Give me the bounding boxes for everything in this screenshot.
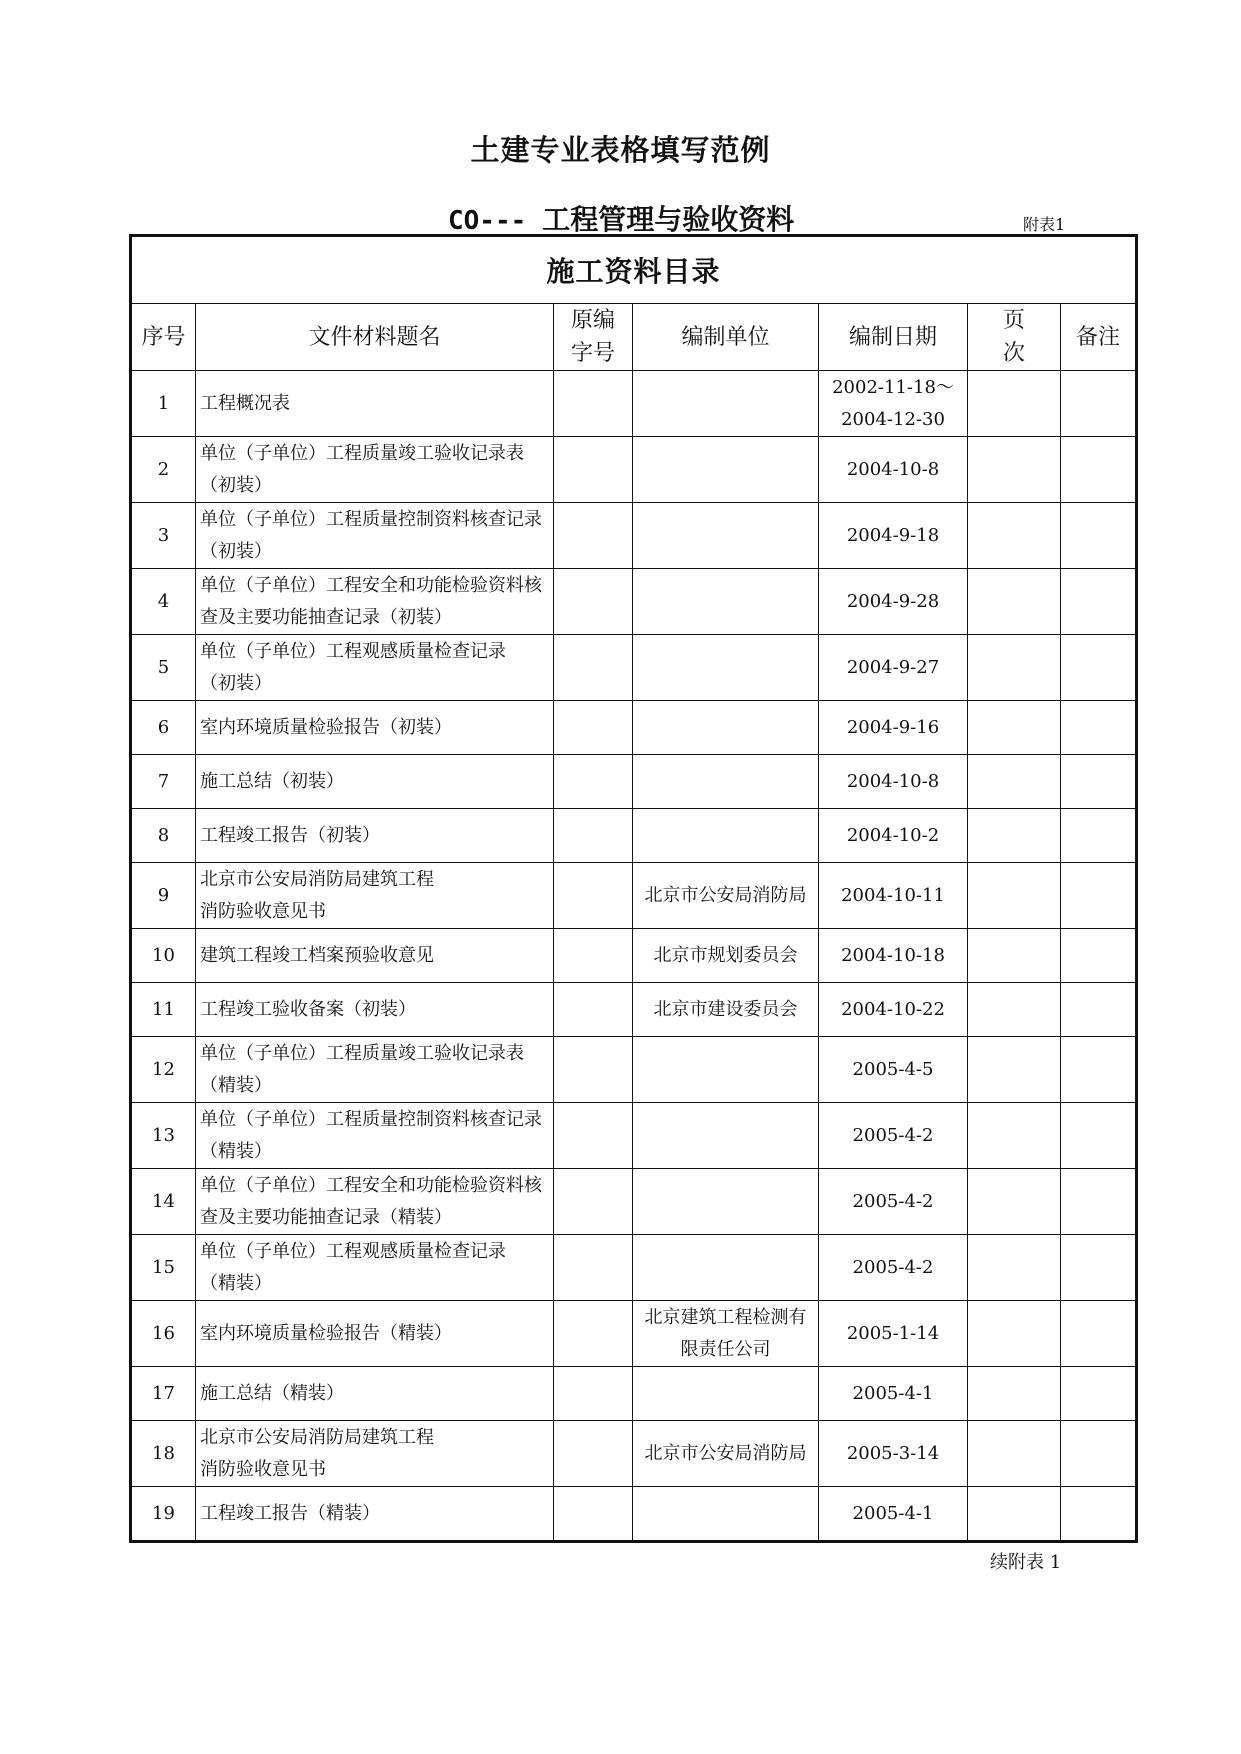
cell-unit: 北京建筑工程检测有 限责任公司 <box>633 1301 819 1367</box>
cell-no: 13 <box>131 1103 196 1169</box>
cell-remark <box>1061 1487 1137 1542</box>
continued-label: 续附表 1 <box>990 1552 1062 1573</box>
cell-no: 8 <box>131 809 196 863</box>
table-row <box>131 1103 1137 1169</box>
cell-title: 单位（子单位）工程安全和功能检验资料核 查及主要功能抽查记录（精装） <box>196 1169 554 1235</box>
cell-date: 2004-10-18 <box>819 929 968 983</box>
cell-date: 2005-3-14 <box>819 1421 968 1487</box>
cell-date: 2004-10-22 <box>819 983 968 1037</box>
cell-unit <box>633 1169 819 1235</box>
cell-no: 12 <box>131 1037 196 1103</box>
table-row <box>131 1367 1137 1421</box>
table-row <box>131 503 1137 569</box>
section-name: 工程管理与验收资料 <box>542 203 795 236</box>
cell-remark <box>1061 1169 1137 1235</box>
cell-date: 2004-10-11 <box>819 863 968 929</box>
cell-no: 18 <box>131 1421 196 1487</box>
cell-remark <box>1061 983 1137 1037</box>
cell-page <box>968 371 1061 437</box>
cell-page <box>968 569 1061 635</box>
cell-page <box>968 437 1061 503</box>
column-header-remark: 备注 <box>1061 304 1137 371</box>
cell-date: 2005-4-1 <box>819 1487 968 1542</box>
cell-unit: 北京市规划委员会 <box>633 929 819 983</box>
cell-no: 10 <box>131 929 196 983</box>
cell-date: 2005-1-14 <box>819 1301 968 1367</box>
cell-remark <box>1061 1301 1137 1367</box>
cell-remark <box>1061 1235 1137 1301</box>
cell-date: 2004-9-18 <box>819 503 968 569</box>
cell-orig-no <box>554 701 633 755</box>
cell-page <box>968 809 1061 863</box>
cell-orig-no <box>554 1235 633 1301</box>
cell-remark <box>1061 635 1137 701</box>
cell-orig-no <box>554 1301 633 1367</box>
cell-title: 北京市公安局消防局建筑工程 消防验收意见书 <box>196 1421 554 1487</box>
cell-date: 2004-10-8 <box>819 755 968 809</box>
cell-title: 施工总结（精装） <box>196 1367 554 1421</box>
cell-title: 单位（子单位）工程观感质量检查记录 （精装） <box>196 1235 554 1301</box>
cell-title: 室内环境质量检验报告（精装） <box>196 1301 554 1367</box>
cell-page <box>968 1301 1061 1367</box>
cell-remark <box>1061 755 1137 809</box>
cell-orig-no <box>554 1421 633 1487</box>
cell-page <box>968 863 1061 929</box>
cell-remark <box>1061 437 1137 503</box>
cell-title: 单位（子单位）工程质量控制资料核查记录 （初装） <box>196 503 554 569</box>
table-row <box>131 929 1137 983</box>
cell-page <box>968 755 1061 809</box>
cell-title: 北京市公安局消防局建筑工程 消防验收意见书 <box>196 863 554 929</box>
cell-title: 工程竣工报告（精装） <box>196 1487 554 1542</box>
table-row <box>131 635 1137 701</box>
cell-remark <box>1061 371 1137 437</box>
table-row <box>131 1487 1137 1542</box>
cell-date: 2005-4-5 <box>819 1037 968 1103</box>
cell-date: 2004-10-2 <box>819 809 968 863</box>
cell-title: 单位（子单位）工程观感质量检查记录 （初装） <box>196 635 554 701</box>
cell-no: 5 <box>131 635 196 701</box>
column-header-date: 编制日期 <box>819 304 968 371</box>
cell-date: 2005-4-1 <box>819 1367 968 1421</box>
document-title: 土建专业表格填写范例 <box>470 133 771 167</box>
cell-title: 单位（子单位）工程质量竣工验收记录表 （初装） <box>196 437 554 503</box>
cell-orig-no <box>554 863 633 929</box>
table-row <box>131 983 1137 1037</box>
cell-orig-no <box>554 1367 633 1421</box>
cell-page <box>968 1037 1061 1103</box>
cell-no: 16 <box>131 1301 196 1367</box>
cell-date: 2004-9-27 <box>819 635 968 701</box>
cell-title: 工程竣工报告（初装） <box>196 809 554 863</box>
attachment-label: 附表1 <box>1023 215 1066 234</box>
cell-unit <box>633 1235 819 1301</box>
cell-title: 单位（子单位）工程质量竣工验收记录表 （精装） <box>196 1037 554 1103</box>
section-code: CO--- <box>448 206 527 236</box>
cell-date: 2004-9-16 <box>819 701 968 755</box>
cell-unit <box>633 809 819 863</box>
cell-title: 单位（子单位）工程安全和功能检验资料核 查及主要功能抽查记录（初装） <box>196 569 554 635</box>
cell-date: 2004-9-28 <box>819 569 968 635</box>
cell-unit <box>633 1487 819 1542</box>
cell-remark <box>1061 863 1137 929</box>
cell-date: 2002-11-18～ 2004-12-30 <box>819 371 968 437</box>
cell-orig-no <box>554 1037 633 1103</box>
table-row <box>131 1235 1137 1301</box>
table-row <box>131 371 1137 437</box>
cell-orig-no <box>554 635 633 701</box>
cell-page <box>968 1103 1061 1169</box>
column-header-orig-no: 原编 字号 <box>554 304 633 371</box>
table-row <box>131 1169 1137 1235</box>
cell-orig-no <box>554 929 633 983</box>
cell-no: 15 <box>131 1235 196 1301</box>
column-header-page: 页 次 <box>968 304 1061 371</box>
cell-title: 施工总结（初装） <box>196 755 554 809</box>
column-header-no: 序号 <box>131 304 196 371</box>
cell-remark <box>1061 1037 1137 1103</box>
cell-page <box>968 1235 1061 1301</box>
cell-remark <box>1061 569 1137 635</box>
cell-page <box>968 1367 1061 1421</box>
cell-remark <box>1061 503 1137 569</box>
cell-no: 11 <box>131 983 196 1037</box>
table-caption: 施工资料目录 <box>131 236 1137 304</box>
cell-page <box>968 929 1061 983</box>
cell-orig-no <box>554 503 633 569</box>
table-row <box>131 437 1137 503</box>
section-title <box>448 198 794 238</box>
cell-orig-no <box>554 755 633 809</box>
table-row <box>131 863 1137 929</box>
cell-no: 1 <box>131 371 196 437</box>
cell-title: 工程概况表 <box>196 371 554 437</box>
cell-orig-no <box>554 437 633 503</box>
cell-remark <box>1061 929 1137 983</box>
cell-unit <box>633 1367 819 1421</box>
cell-no: 7 <box>131 755 196 809</box>
cell-unit <box>633 437 819 503</box>
cell-unit: 北京市公安局消防局 <box>633 863 819 929</box>
cell-unit <box>633 1103 819 1169</box>
cell-page <box>968 1169 1061 1235</box>
cell-title: 工程竣工验收备案（初装） <box>196 983 554 1037</box>
cell-unit: 北京市建设委员会 <box>633 983 819 1037</box>
table-row <box>131 809 1137 863</box>
cell-remark <box>1061 1421 1137 1487</box>
cell-orig-no <box>554 983 633 1037</box>
cell-unit: 北京市公安局消防局 <box>633 1421 819 1487</box>
cell-orig-no <box>554 371 633 437</box>
cell-remark <box>1061 1103 1137 1169</box>
table-row <box>131 755 1137 809</box>
cell-title: 室内环境质量检验报告（初装） <box>196 701 554 755</box>
cell-page <box>968 1487 1061 1542</box>
cell-remark <box>1061 809 1137 863</box>
cell-title: 单位（子单位）工程质量控制资料核查记录 （精装） <box>196 1103 554 1169</box>
cell-remark <box>1061 701 1137 755</box>
cell-remark <box>1061 1367 1137 1421</box>
construction-records-catalog-table <box>129 234 1138 1543</box>
cell-unit <box>633 1037 819 1103</box>
cell-unit <box>633 569 819 635</box>
cell-no: 19 <box>131 1487 196 1542</box>
cell-page <box>968 1421 1061 1487</box>
table-row <box>131 1301 1137 1367</box>
cell-page <box>968 503 1061 569</box>
cell-date: 2005-4-2 <box>819 1169 968 1235</box>
table-row <box>131 701 1137 755</box>
cell-unit <box>633 503 819 569</box>
cell-orig-no <box>554 809 633 863</box>
cell-orig-no <box>554 1103 633 1169</box>
cell-title: 建筑工程竣工档案预验收意见 <box>196 929 554 983</box>
cell-page <box>968 701 1061 755</box>
cell-orig-no <box>554 1487 633 1542</box>
cell-unit <box>633 701 819 755</box>
column-header-title: 文件材料题名 <box>196 304 554 371</box>
cell-no: 3 <box>131 503 196 569</box>
cell-unit <box>633 371 819 437</box>
table-row <box>131 1037 1137 1103</box>
table-caption-row <box>131 236 1137 304</box>
table-row <box>131 1421 1137 1487</box>
cell-no: 9 <box>131 863 196 929</box>
cell-page <box>968 635 1061 701</box>
column-header-unit: 编制单位 <box>633 304 819 371</box>
cell-orig-no <box>554 1169 633 1235</box>
cell-no: 4 <box>131 569 196 635</box>
table-header-row <box>131 304 1137 371</box>
cell-no: 17 <box>131 1367 196 1421</box>
cell-date: 2005-4-2 <box>819 1103 968 1169</box>
cell-unit <box>633 635 819 701</box>
cell-no: 6 <box>131 701 196 755</box>
cell-page <box>968 983 1061 1037</box>
cell-date: 2004-10-8 <box>819 437 968 503</box>
cell-orig-no <box>554 569 633 635</box>
cell-date: 2005-4-2 <box>819 1235 968 1301</box>
table-row <box>131 569 1137 635</box>
cell-unit <box>633 755 819 809</box>
cell-no: 2 <box>131 437 196 503</box>
cell-no: 14 <box>131 1169 196 1235</box>
